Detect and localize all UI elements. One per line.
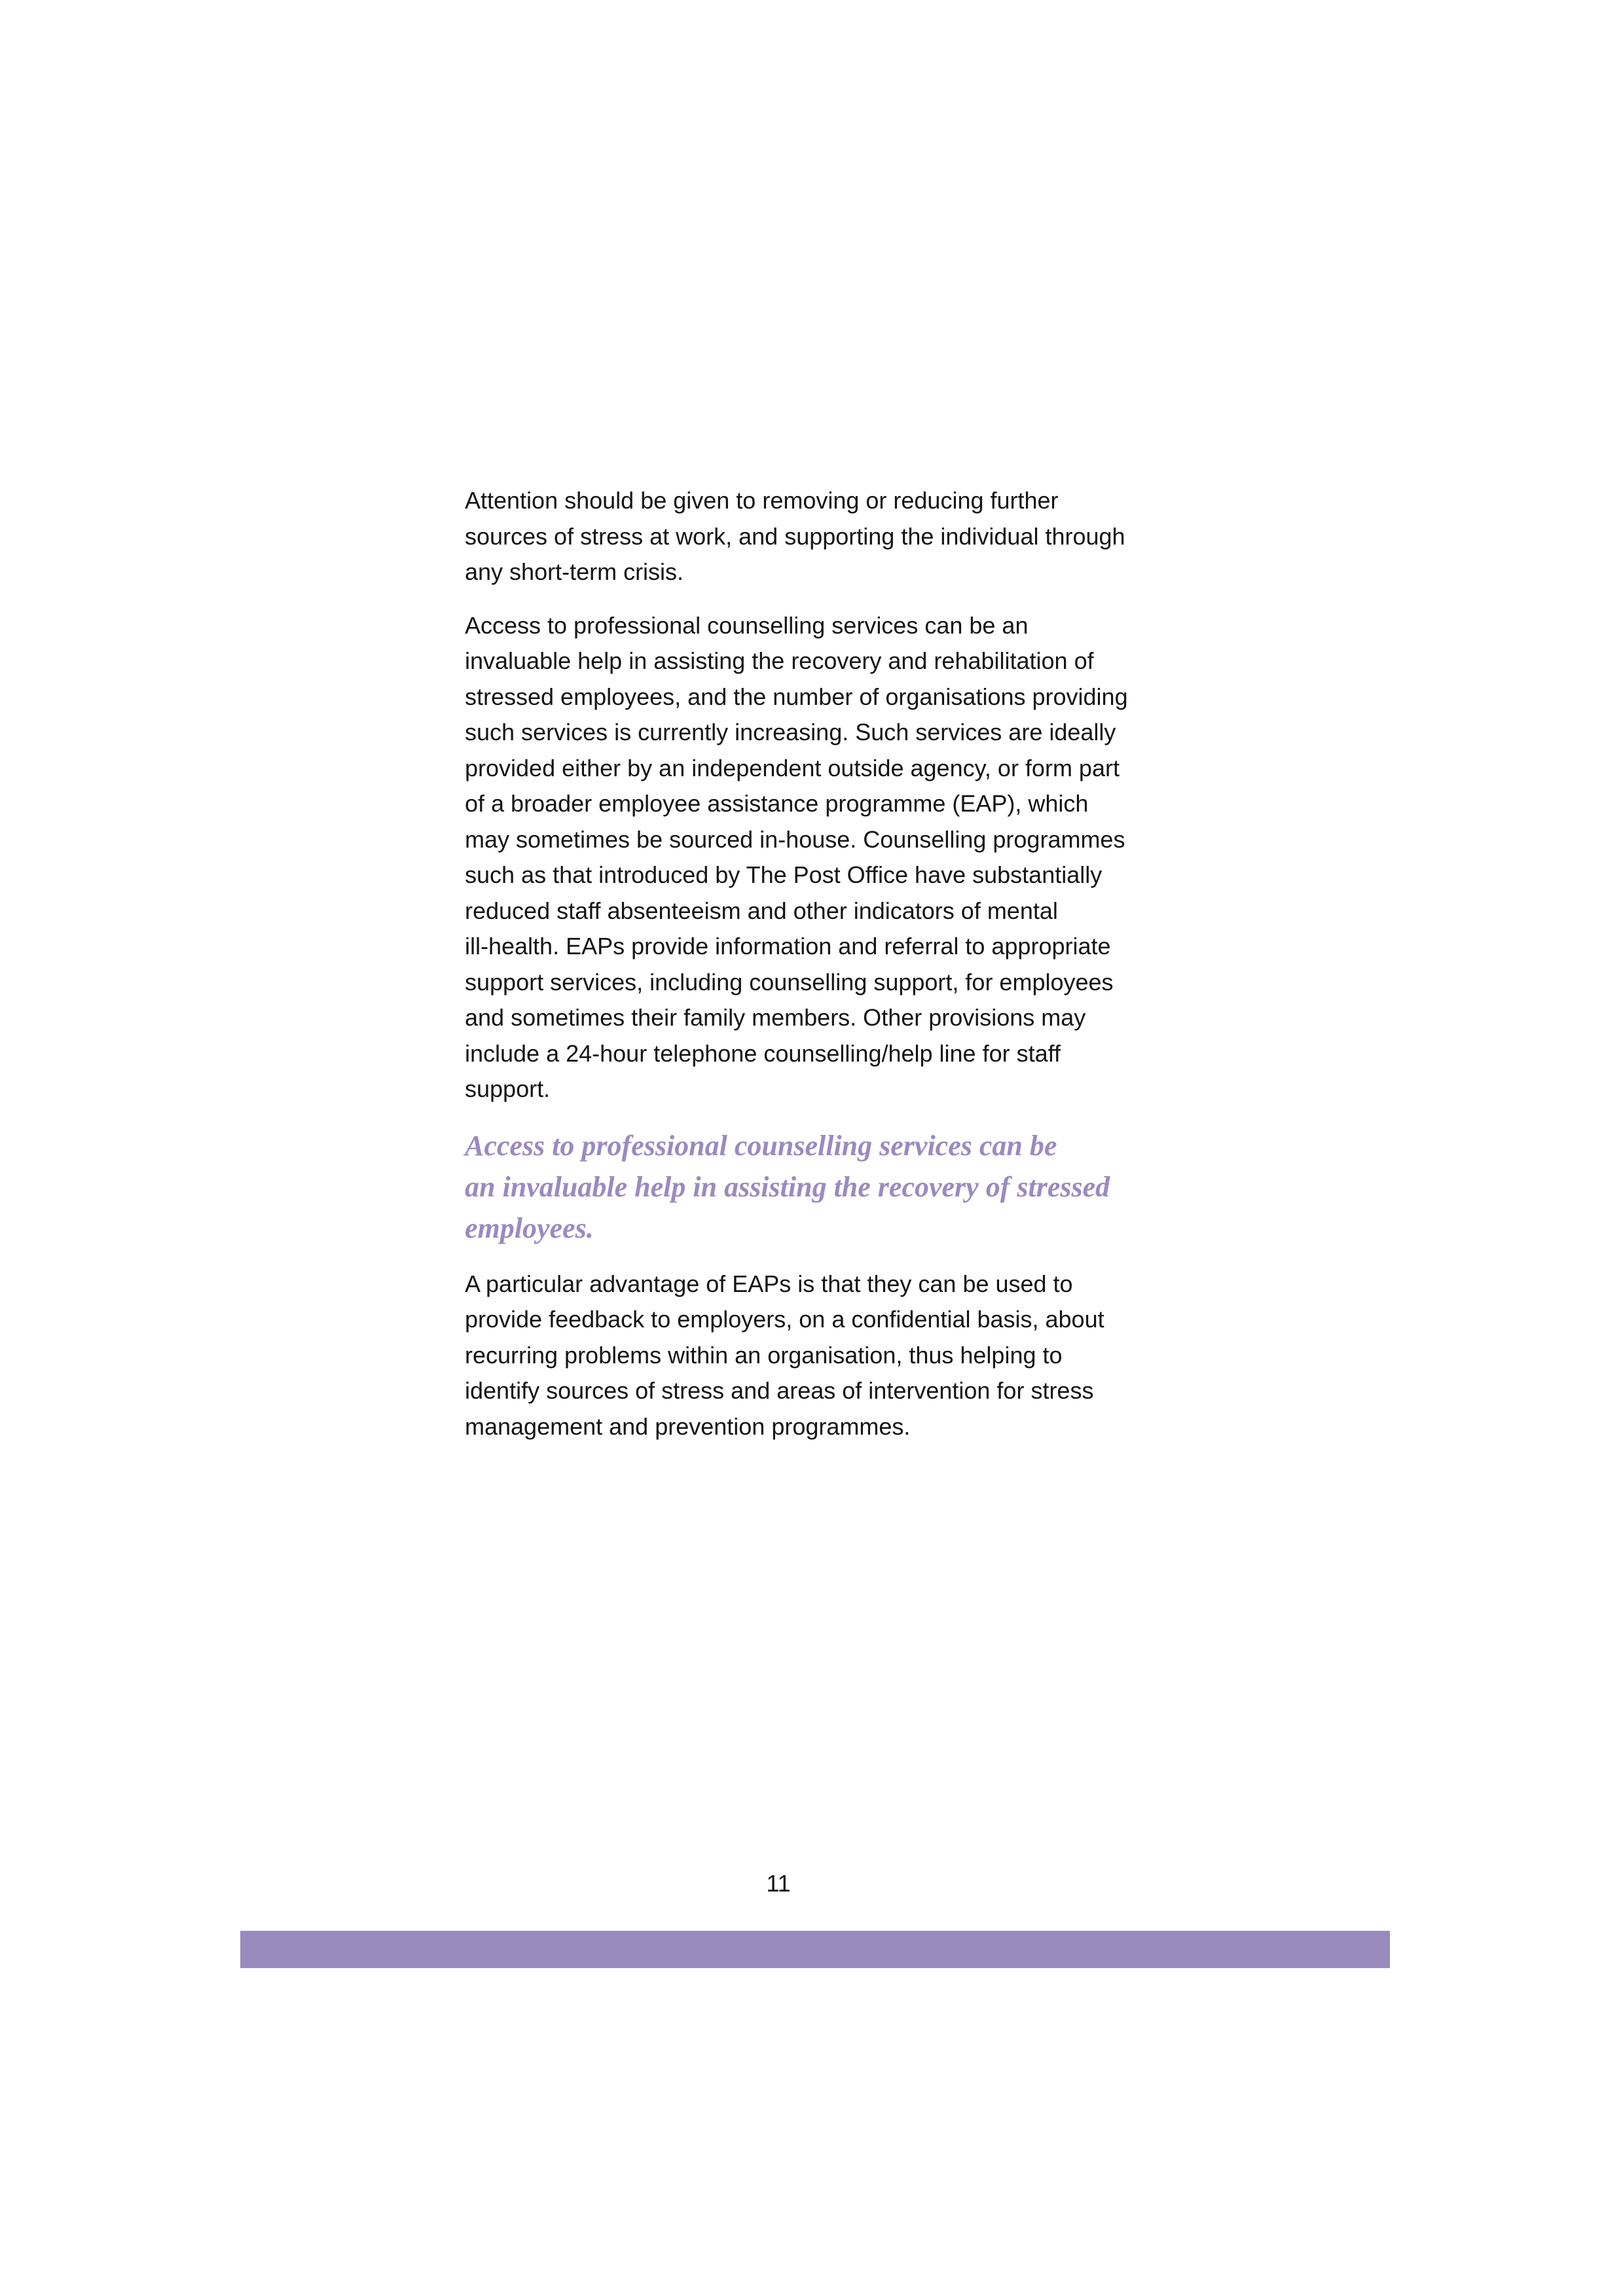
text-line: and sometimes their family members. Other provisions may — [465, 1004, 1086, 1031]
text-line: may sometimes be sourced in-house. Counselling programmes — [465, 825, 1125, 853]
text-line: such as that introduced by The Post Office have substantially — [465, 861, 1103, 888]
footer-bar — [240, 1931, 1390, 1968]
text-line: reduced staff absenteeism and other indicators of mental — [465, 897, 1058, 924]
text-line: invaluable help in assisting the recovery and rehabilitation of — [465, 647, 1094, 674]
page-number: 11 — [766, 1870, 791, 1897]
text-line: stressed employees, and the number of organisations providing — [465, 683, 1128, 710]
text-line: management and prevention programmes. — [465, 1412, 911, 1440]
text-line: support. — [465, 1075, 551, 1102]
paragraph-eap-advantage — [465, 1266, 1198, 1445]
pull-quote-line: Access to professional counselling services can be — [465, 1129, 1057, 1162]
text-line: provided either by an independent outside agency, or form part — [465, 754, 1120, 781]
text-line: any short-term crisis. — [465, 558, 684, 585]
paragraph-intro — [465, 483, 1198, 590]
text-line: sources of stress at work, and supporting the individual through — [465, 522, 1125, 550]
pull-quote — [465, 1125, 1198, 1249]
text-line: Attention should be given to removing or reducing further — [465, 487, 1059, 514]
text-line: support services, including counselling support, for employees — [465, 968, 1114, 996]
pull-quote-line: employees. — [465, 1211, 594, 1244]
text-line: ill-health. EAPs provide information and referral to appropriate — [465, 933, 1111, 960]
text-line: such services is currently increasing. Such services are ideally — [465, 719, 1116, 745]
text-line: provide feedback to employers, on a confidential basis, about — [465, 1306, 1104, 1333]
text-line: A particular advantage of EAPs is that they can be used to — [465, 1270, 1073, 1297]
text-line: recurring problems within an organisation, thus helping to — [465, 1341, 1063, 1369]
text-line: include a 24-hour telephone counselling/help line for staff — [465, 1039, 1061, 1067]
text-line: Access to professional counselling services can be an — [465, 611, 1029, 639]
text-column — [465, 483, 1198, 1462]
paragraph-counselling-services — [465, 608, 1198, 1107]
text-line: identify sources of stress and areas of intervention for stress — [465, 1377, 1094, 1404]
text-line: of a broader employee assistance programme (EAP), which — [465, 790, 1089, 817]
pull-quote-line: an invaluable help in assisting the recovery of stressed — [465, 1170, 1110, 1203]
